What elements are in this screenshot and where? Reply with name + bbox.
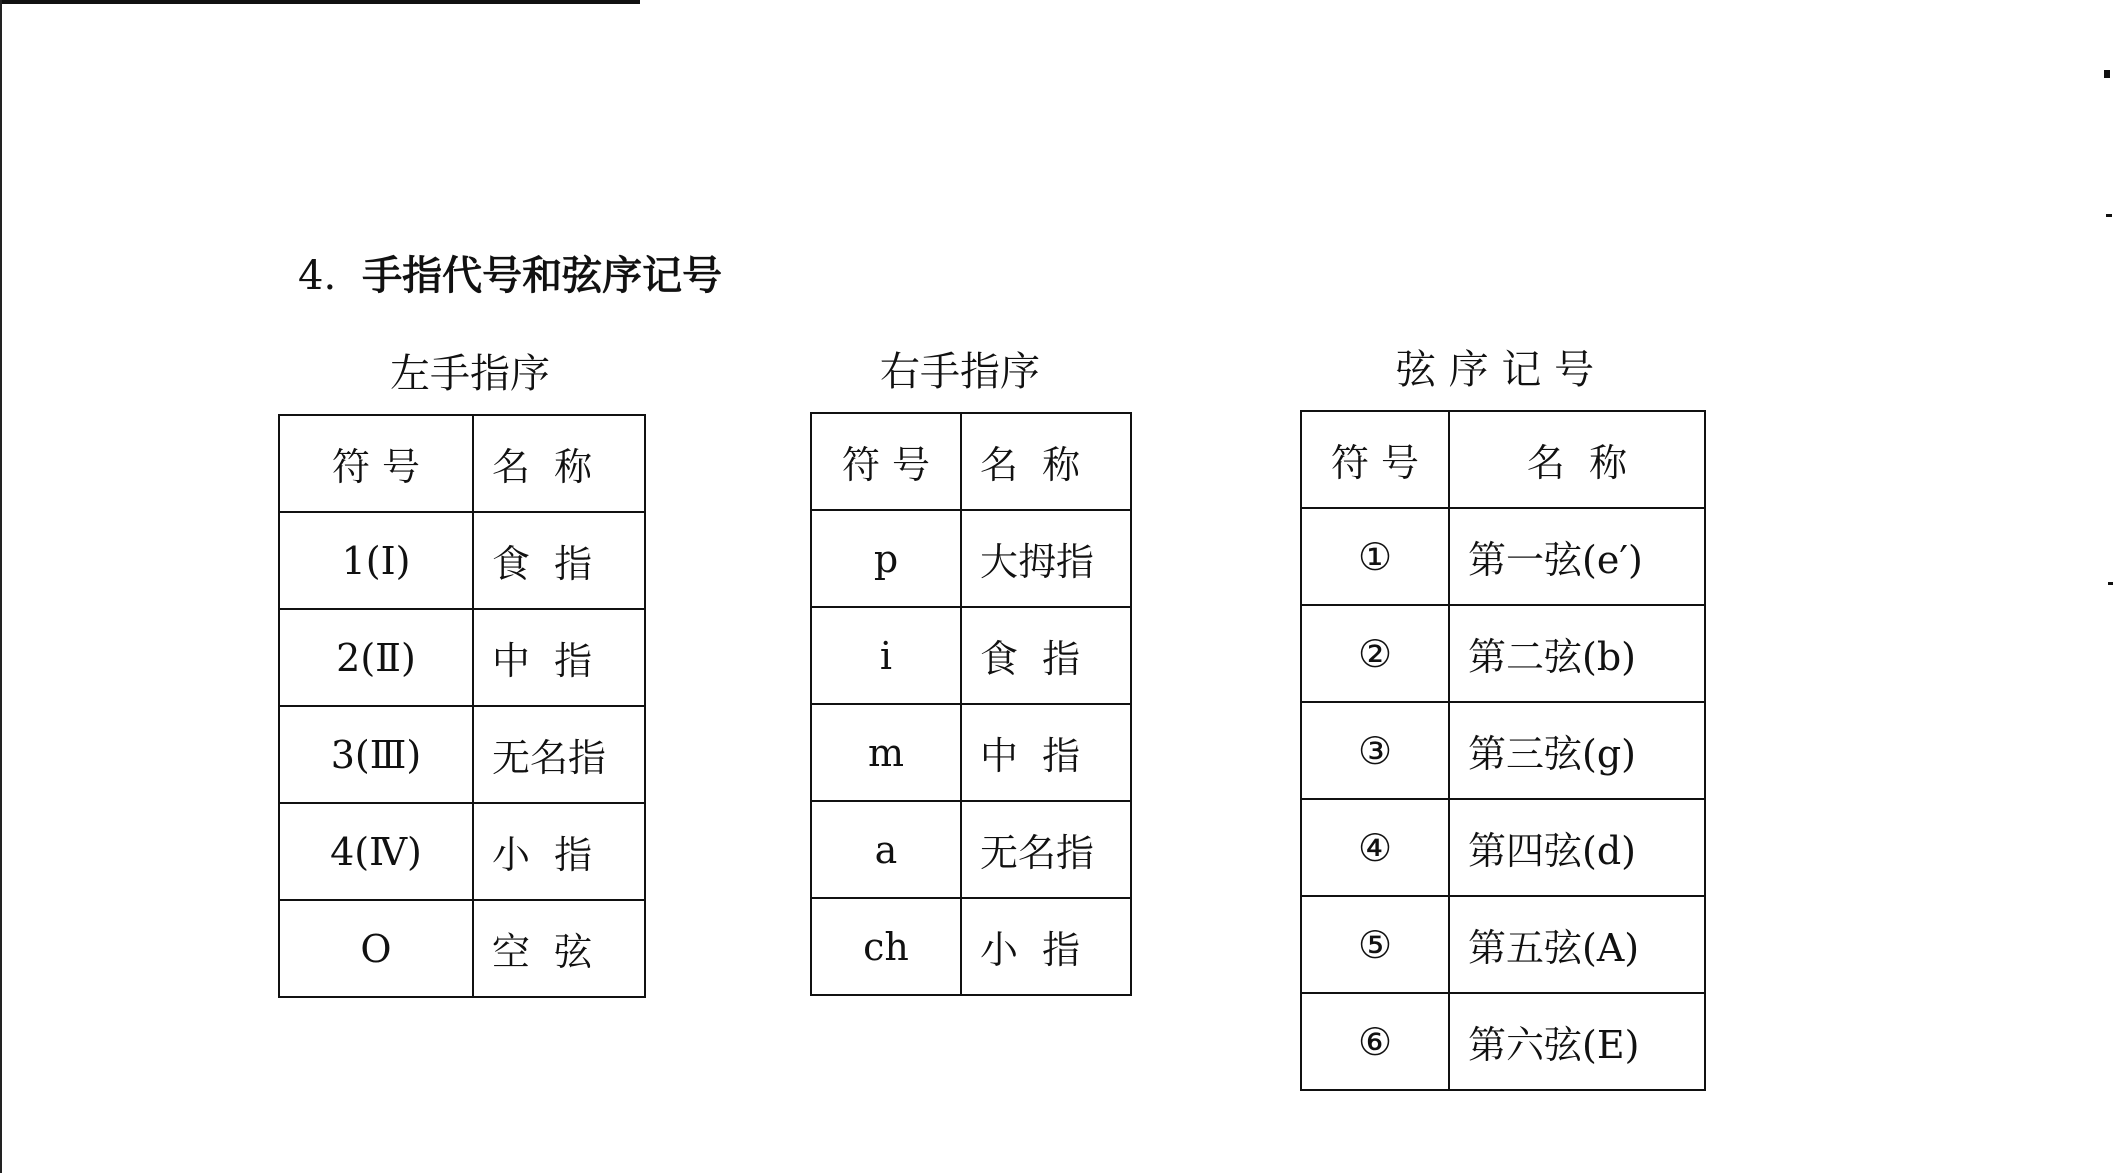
header-name: 名 称 <box>473 415 645 512</box>
row-symbol: m <box>811 704 961 801</box>
row-symbol: ④ <box>1301 799 1449 896</box>
right-hand-title: 右手指序 <box>880 349 1040 395</box>
scan-speck <box>2104 70 2110 78</box>
row-name: 第一弦(e′) <box>1449 508 1705 605</box>
row-name: 食 指 <box>961 607 1131 704</box>
row-name: 无名指 <box>961 801 1131 898</box>
table-row <box>1301 799 1705 896</box>
row-name: 食 指 <box>473 512 645 609</box>
row-symbol: ① <box>1301 508 1449 605</box>
row-symbol: 3(Ⅲ) <box>279 706 473 803</box>
row-symbol: 4(Ⅳ) <box>279 803 473 900</box>
scan-edge-left <box>0 0 2 1173</box>
row-name: 小 指 <box>961 898 1131 995</box>
strings-table <box>1300 410 1706 1091</box>
row-symbol: ⑥ <box>1301 993 1449 1090</box>
row-symbol: a <box>811 801 961 898</box>
row-symbol: ③ <box>1301 702 1449 799</box>
header-name: 名 称 <box>961 413 1131 510</box>
table-header-row <box>1301 411 1705 508</box>
table-row <box>1301 993 1705 1090</box>
left-hand-title: 左手指序 <box>390 351 550 397</box>
header-name: 名 称 <box>1449 411 1705 508</box>
scan-edge-top <box>0 0 640 4</box>
row-name: 中 指 <box>473 609 645 706</box>
row-name: 第五弦(A) <box>1449 896 1705 993</box>
table-row <box>811 607 1131 704</box>
section-heading <box>298 244 722 301</box>
row-name: 中 指 <box>961 704 1131 801</box>
row-symbol: ⑤ <box>1301 896 1449 993</box>
table-row <box>279 512 645 609</box>
strings-title: 弦 序 记 号 <box>1395 347 1595 393</box>
header-symbol: 符 号 <box>811 413 961 510</box>
row-name: 第四弦(d) <box>1449 799 1705 896</box>
table-row <box>279 609 645 706</box>
table-row <box>279 706 645 803</box>
header-symbol: 符 号 <box>279 415 473 512</box>
row-symbol: i <box>811 607 961 704</box>
row-symbol: p <box>811 510 961 607</box>
table-row <box>1301 508 1705 605</box>
row-name: 无名指 <box>473 706 645 803</box>
table-row <box>1301 605 1705 702</box>
scan-speck <box>2108 582 2113 585</box>
right-hand-table <box>810 412 1132 996</box>
table-row <box>1301 702 1705 799</box>
row-symbol: 2(Ⅱ) <box>279 609 473 706</box>
section-number: 4. <box>298 253 337 299</box>
left-hand-table <box>278 414 646 998</box>
table-header-row <box>811 413 1131 510</box>
table-row <box>811 704 1131 801</box>
header-symbol: 符 号 <box>1301 411 1449 508</box>
table-row <box>1301 896 1705 993</box>
table-row <box>279 803 645 900</box>
row-symbol: ch <box>811 898 961 995</box>
table-row <box>279 900 645 997</box>
section-title: 手指代号和弦序记号 <box>362 253 723 299</box>
row-name: 第六弦(E) <box>1449 993 1705 1090</box>
table-row <box>811 801 1131 898</box>
row-symbol: ② <box>1301 605 1449 702</box>
row-name: 空 弦 <box>473 900 645 997</box>
row-name: 第二弦(b) <box>1449 605 1705 702</box>
table-row <box>811 510 1131 607</box>
row-symbol: 1(Ⅰ) <box>279 512 473 609</box>
row-name: 小 指 <box>473 803 645 900</box>
table-header-row <box>279 415 645 512</box>
row-name: 大拇指 <box>961 510 1131 607</box>
scan-speck <box>2106 214 2112 217</box>
row-symbol: O <box>279 900 473 997</box>
table-row <box>811 898 1131 995</box>
row-name: 第三弦(g) <box>1449 702 1705 799</box>
